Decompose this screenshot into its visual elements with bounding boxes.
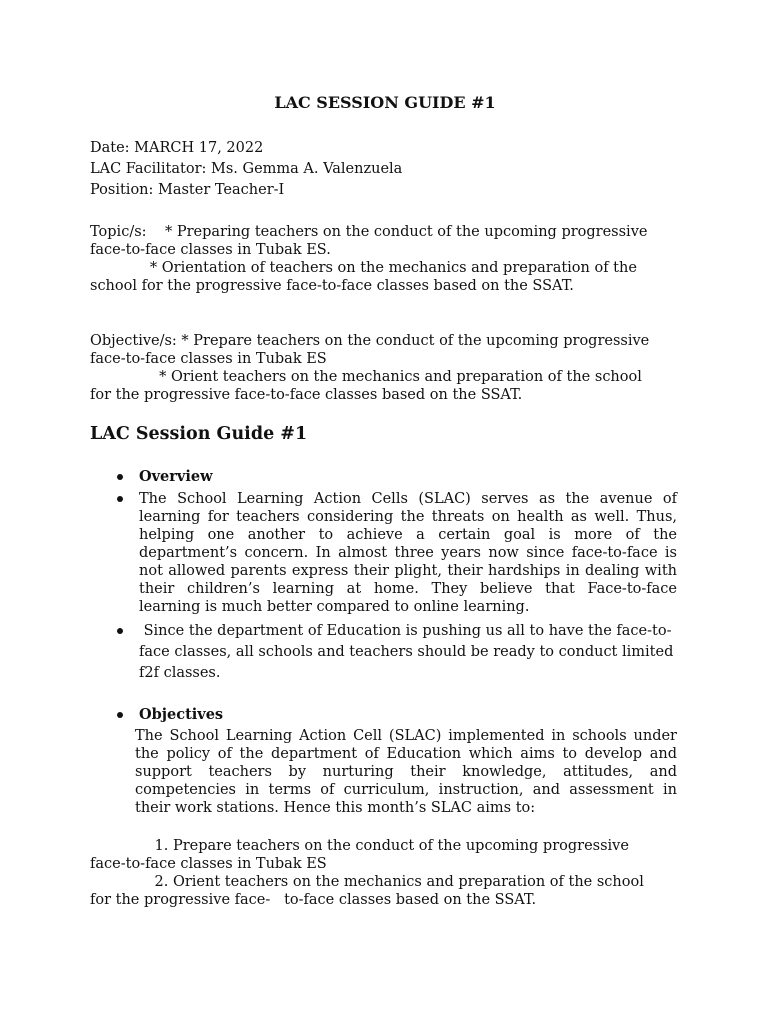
topics-line: school for the progressive face-to-face classes based on the SSAT. <box>90 278 574 294</box>
bullet-icon <box>117 474 123 480</box>
bullet-icon <box>117 496 123 502</box>
topics-line: face-to-face classes in Tubak ES. <box>90 242 331 258</box>
objectives-paragraph: The School Learning Action Cell (SLAC) implemented in schools under the policy of the department of Education which aims to develop and support teachers by nurturing their knowledge, attitudes, and competencies in terms of curriculum, instruction, and assessment in their work stations. Hence this month’s SLAC aims to: <box>135 728 677 816</box>
bullet-icon <box>117 712 123 718</box>
overview-line: Since the department of Education is pushing us all to have the face-to- <box>139 623 672 639</box>
overview-line: face classes, all schools and teachers should be ready to conduct limited <box>139 644 674 660</box>
objectives-list <box>90 837 680 909</box>
session-facilitator: LAC Facilitator: Ms. Gemma A. Valenzuela <box>90 161 403 177</box>
objective-item: 2. Orient teachers on the mechanics and preparation of the school <box>90 874 644 890</box>
objective-item: face-to-face classes in Tubak ES <box>90 856 327 872</box>
objectives-intro-line: Objective/s: * Prepare teachers on the conduct of the upcoming progressive <box>90 333 650 349</box>
session-info <box>90 139 680 199</box>
objectives-intro-line: face-to-face classes in Tubak ES <box>90 351 327 367</box>
overview-paragraph: The School Learning Action Cells (SLAC) serves as the avenue of learning for teachers considering the threats on health as well. Thus, helping one another to achieve a certain goal is more of the department’s concern. In almost three years now since face-to-face is not allowed parents express their plight, their hardships in dealing with their children’s learning at home. They believe that Face-to-face learning is much better compared to online learning. <box>139 491 677 615</box>
overview-line: f2f classes. <box>139 665 221 681</box>
topics-line: * Orientation of teachers on the mechanics and preparation of the <box>90 260 637 276</box>
objectives-intro-block <box>90 332 680 404</box>
objective-item: for the progressive face- to-face classes based on the SSAT. <box>90 892 537 908</box>
objectives-intro-line: * Orient teachers on the mechanics and preparation of the school <box>90 369 642 385</box>
objective-item: 1. Prepare teachers on the conduct of the upcoming progressive <box>90 838 629 854</box>
topics-line: Topic/s: * Preparing teachers on the conduct of the upcoming progressive <box>90 224 648 240</box>
section-heading: LAC Session Guide #1 <box>90 424 308 444</box>
overview-paragraph-2 <box>139 621 677 684</box>
objectives-label: Objectives <box>139 706 224 723</box>
session-position: Position: Master Teacher-I <box>90 182 285 198</box>
objectives-intro-line: for the progressive face-to-face classes based on the SSAT. <box>90 387 523 403</box>
document-title: LAC SESSION GUIDE #1 <box>274 93 496 112</box>
topics-block <box>90 223 680 295</box>
bullet-icon <box>117 628 123 634</box>
session-date: Date: MARCH 17, 2022 <box>90 140 264 156</box>
overview-label: Overview <box>139 468 213 485</box>
